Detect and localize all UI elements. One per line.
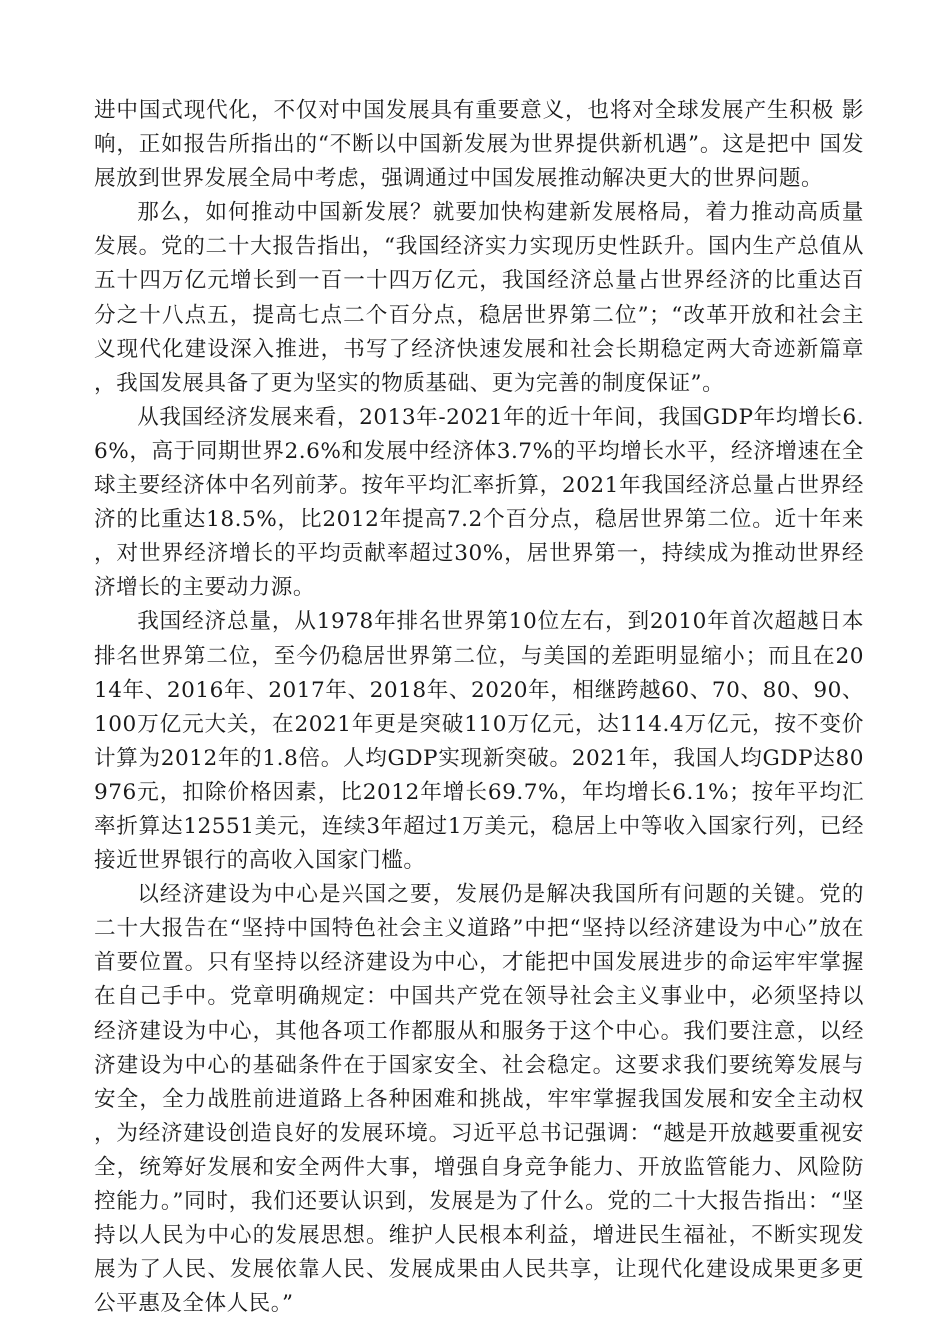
paragraph-economic-total: 我国经济总量，从1978年排名世界第10位左右，到2010年首次超越日本排名世界第二位，至今仍稳居世界第二位，与美国的差距明显缩小；而且在2014年、2016年、2017年、2018年、2020年，相继跨越60、70、80、90、100万亿元大关，在2021年更是突破110万亿元，达114.4万亿元，按不变价计算为2012年的1.8倍。人均GDP实现新突破。2021年，我国人均GDP达80976元，扣除价格因素，比2012年增长69.7%，年均增长6.1%；按年平均汇率折算达12551美元，连续3年超过1万美元，稳居上中等收入国家行列，已经接近世界银行的高收入国家门槛。 xyxy=(94,609,864,874)
document-page xyxy=(94,94,864,1321)
paragraph-economic-center: 以经济建设为中心是兴国之要，发展仍是解决我国所有问题的关键。党的二十大报告在“坚持中国特色社会主义道路”中把“坚持以经济建设为中心”放在首要位置。只有坚持以经济建设为中心，才能把中国发展进步的命运牢牢掌握在自己手中。党章明确规定：中国共产党在领导社会主义事业中，必须坚持以经济建设为中心，其他各项工作都服从和服务于这个中心。我们要注意，以经济建设为中心的基础条件在于国家安全、社会稳定。这要求我们要统筹发展与安全，全力战胜前进道路上各种困难和挑战，牢牢掌握我国发展和安全主动权，为经济建设创造良好的发展环境。习近平总书记强调：“越是开放越要重视安全，统筹好发展和安全两件大事，增强自身竞争能力、开放监管能力、风险防控能力。”同时，我们还要认识到，发展是为了什么。党的二十大报告指出：“坚持以人民为中心的发展思想。维护人民根本利益，增进民生福祉，不断实现发展为了人民、发展依靠人民、发展成果由人民共享，让现代化建设成果更多更公平惠及全体人民。” xyxy=(94,882,864,1317)
paragraph-new-development: 那么，如何推动中国新发展？就要加快构建新发展格局，着力推动高质量发展。党的二十大报告指出，“我国经济实力实现历史性跃升。国内生产总值从五十四万亿元增长到一百一十四万亿元，我国经济总量占世界经济的比重达百分之十八点五，提高七点二个百分点，稳居世界第二位”；“改革开放和社会主义现代化建设深入推进，书写了经济快速发展和社会长期稳定两大奇迹新篇章，我国发展具备了更为坚实的物质基础、更为完善的制度保证”。 xyxy=(94,200,864,396)
paragraph-gdp-growth: 从我国经济发展来看，2013年-2021年的近十年间，我国GDP年均增长6.6%，高于同期世界2.6%和发展中经济体3.7%的平均增长水平，经济增速在全球主要经济体中名列前茅。按年平均汇率折算，2021年我国经济总量占世界经济的比重达18.5%，比2012年提高7.2个百分点，稳居世界第二位。近十年来，对世界经济增长的平均贡献率超过30%，居世界第一，持续成为推动世界经济增长的主要动力源。 xyxy=(94,404,864,601)
paragraph-continuation: 进中国式现代化，不仅对中国发展具有重要意义，也将对全球发展产生积极 影响，正如报告所指出的“不断以中国新发展为世界提供新机遇”。这是把中 国发展放到世界发展全局中考虑，强调通过中国发展推动解决更大的世界问题。 xyxy=(94,98,864,192)
